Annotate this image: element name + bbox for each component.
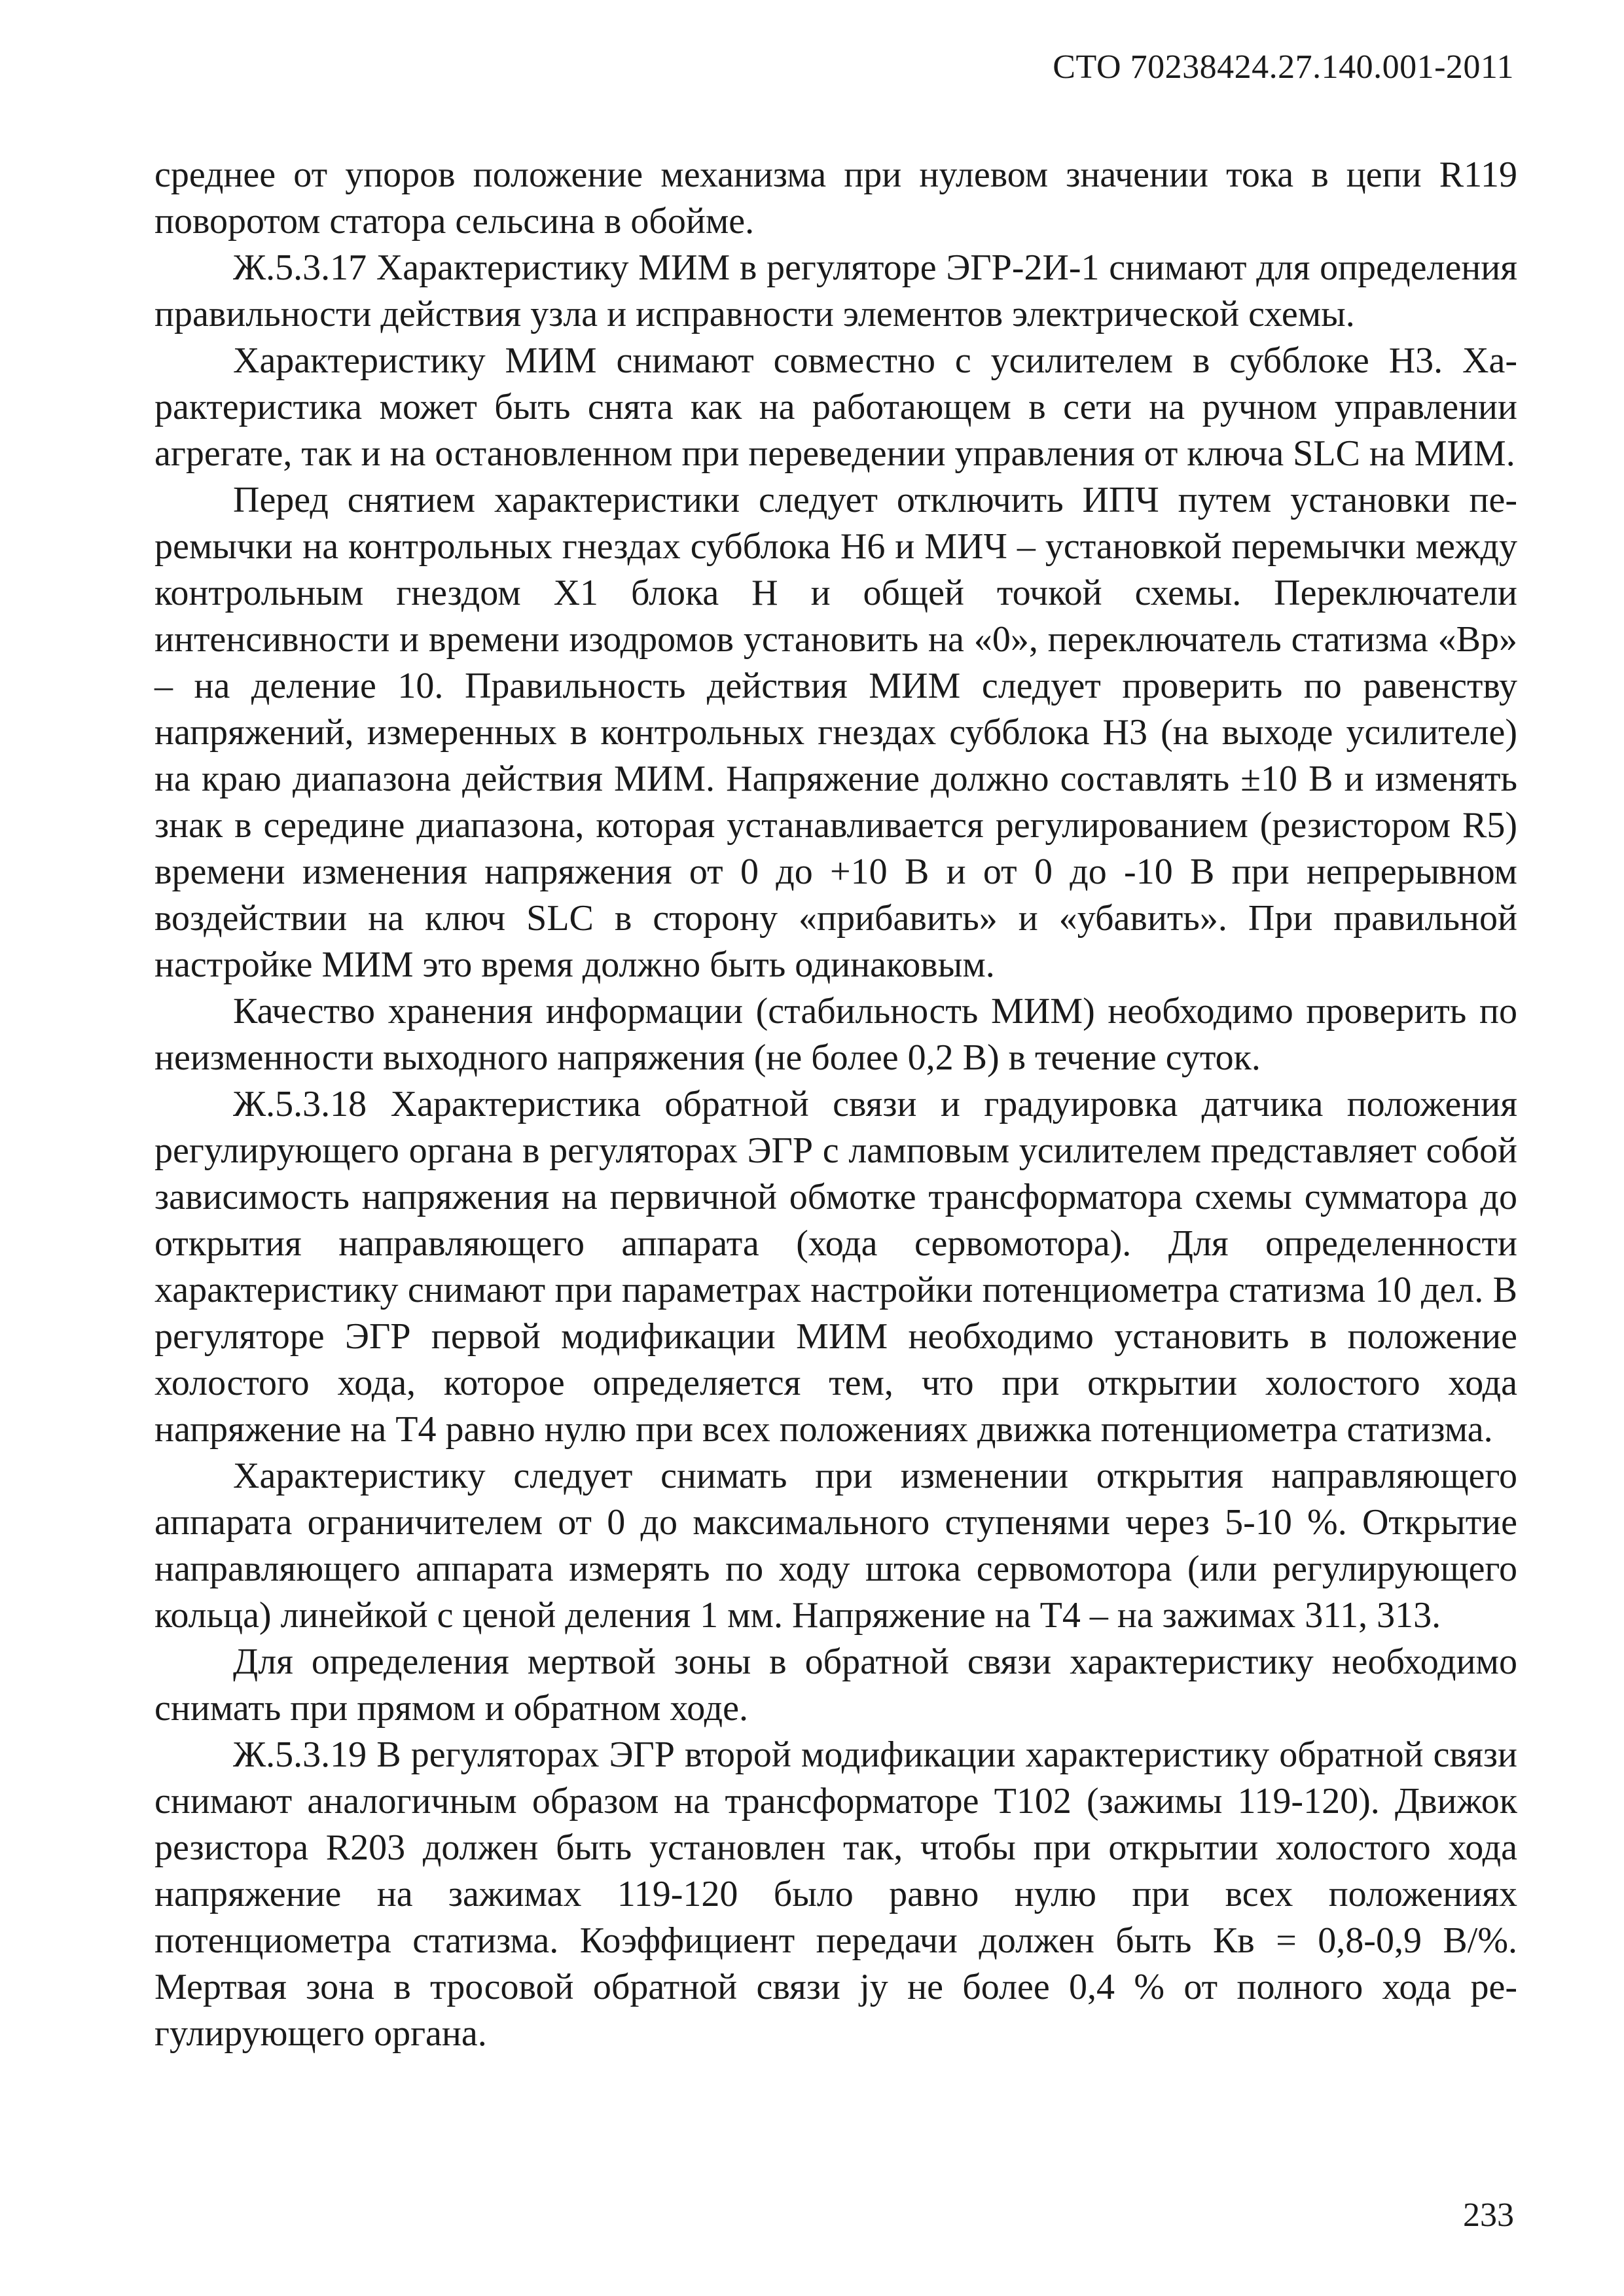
paragraph: Качество хранения информации (стабильность МИМ) необходимо проверить по неизменности выходного напряжения (не более 0,2 В) в течение суток. — [154, 991, 1517, 1078]
paragraph: Характеристику МИМ снимают совместно с усилителем в субблоке Н3. Характеристика может быть снята как на работающем в сети на ручном управлении агрегате, так и на остановленном при переведении управления от ключа SLC на МИМ. — [154, 340, 1517, 474]
paragraph-continuation: среднее от упоров положение механизма при нулевом значении тока в цепи R119 поворотом статора сельсина в обойме. — [154, 154, 1517, 242]
paragraph-zh-5-3-17: Ж.5.3.17 Характеристику МИМ в регуляторе ЭГР-2И-1 снимают для определения правильности действия узла и исправности элементов электрической схемы. — [154, 247, 1517, 334]
paragraph: Для определения мертвой зоны в обратной связи характеристику необходимо снимать при прямом и обратном ходе. — [154, 1641, 1517, 1729]
document-code: СТО 70238424.27.140.001-2011 — [1053, 48, 1514, 86]
paragraph-zh-5-3-19: Ж.5.3.19 В регуляторах ЭГР второй модификации характеристику обратной связи снимают аналогичным образом на трансформаторе Т102 (зажимы 119-120). Движок резистора R203 должен быть установлен так, чтобы при открытии холостого хода напряжение на зажимах 119-120 было равно нулю при всех положениях потенциометра статизма. Коэффициент передачи должен быть Кв = 0,8-0,9 В/%. Мертвая зона в тросовой обратной связи jу не более 0,4 % от полного хода регулирующего органа. — [154, 1734, 1517, 2054]
page-body — [154, 152, 1517, 2057]
page-number: 233 — [1463, 2196, 1514, 2234]
paragraph-zh-5-3-18: Ж.5.3.18 Характеристика обратной связи и градуировка датчика положения регулирующего органа в регуляторах ЭГР с ламповым усилителем представляет собой зависимость напряжения на первичной обмотке трансформатора схемы сумматора до открытия направляющего аппарата (хода сервомотора). Для определенности характеристику снимают при параметрах настройки потенциометра статизма 10 дел. В регуляторе ЭГР первой модификации МИМ необходимо установить в положение холостого хода, которое определяется тем, что при открытии холостого хода напряжение на Т4 равно нулю при всех положениях движка потенциометра статизма. — [154, 1084, 1517, 1450]
paragraph: Перед снятием характеристики следует отключить ИПЧ путем установки перемычки на контрольных гнездах субблока Н6 и МИЧ – установкой перемычки между контрольным гнездом Х1 блока Н и общей точкой схемы. Переключатели интенсивности и времени изодромов установить на «0», переключатель статизма «Вр» – на деление 10. Правильность действия МИМ следует проверить по равенству напряжений, измеренных в контрольных гнездах субблока Н3 (на выходе усилителе) на краю диапазона действия МИМ. Напряжение должно составлять ±10 В и изменять знак в середине диапазона, которая устанавливается регулированием (резистором R5) времени изменения напряжения от 0 до +10 В и от 0 до -10 В при непрерывном воздействии на ключ SLC в сторону «прибавить» и «убавить». При правильной настройке МИМ это время должно быть одинаковым. — [154, 480, 1517, 985]
paragraph: Характеристику следует снимать при изменении открытия направляющего аппарата ограничителем от 0 до максимального ступенями через 5-10 %. Открытие направляющего аппарата измерять по ходу штока сервомотора (или регулирующего кольца) линейкой с ценой деления 1 мм. Напряжение на Т4 – на зажимах 311, 313. — [154, 1456, 1517, 1636]
